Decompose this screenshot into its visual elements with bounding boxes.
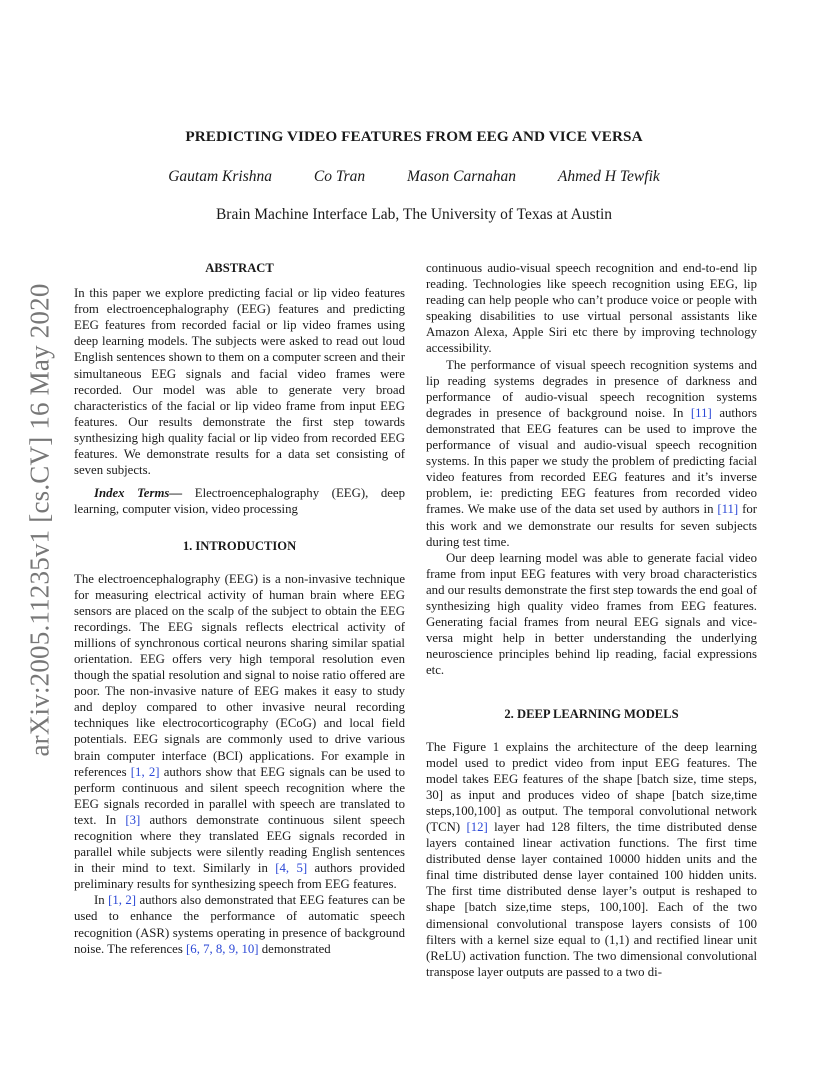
author-list (0, 168, 828, 186)
text-span: for this work and we demonstrate our results for seven subjects during test time. (426, 502, 757, 549)
author-name: Co Tran (313, 168, 366, 185)
text-span: demonstrated (258, 941, 331, 956)
index-terms (74, 485, 405, 517)
text-span: The Figure 1 explains the architecture of the deep learning model used to predict video from input EEG features. The model takes EEG features of the shape [batch size, time steps, 30] as input and produces video of shape [batch size,time steps,100,100] as output. The temporal convolutional network (TCN) (426, 739, 757, 834)
author-name: Gautam Krishna (168, 168, 273, 185)
citation-link[interactable]: [1, 2] (108, 893, 137, 908)
paper-title: PREDICTING VIDEO FEATURES FROM EEG AND VICE VERSA (185, 128, 643, 145)
citation-link[interactable]: [4, 5] (275, 861, 308, 876)
deep-learning-heading: 2. DEEP LEARNING MODELS (504, 707, 679, 722)
text-span: authors demonstrated that EEG features can be used to improve the performance of visual and audio-visual speech recognition systems. In this paper we study the problem of predicting facial video features from recorded EEG features and it’s inverse problem, ie: predicting EEG features from recorded video frames. We make use of the data set used by authors in (426, 405, 757, 517)
left-column (74, 260, 405, 957)
author-name: Mason Carnahan (407, 168, 516, 185)
deep-learning-paragraph (426, 739, 757, 980)
intro-paragraph-4: Our deep learning model was able to generate facial video frame from input EEG features with very broad characteristics and our results demonstrate the first step towards the end goal of synthesizing high quality video frames from EEG features. Generating facial frames from neural EEG signals and vice-versa might help in better understanding the underlying neuroscience principles behind lip reading, facial expressions etc. (426, 550, 757, 678)
citation-link[interactable]: [11] (717, 502, 739, 517)
text-span: authors provided preliminary results for synthesizing speech from EEG features. (74, 861, 406, 892)
author-name: Ahmed H Tewfik (557, 168, 660, 185)
text-span: The electroencephalography (EEG) is a non-invasive technique for measuring electrical activity of human brain where EEG sensors are placed on the scalp of the subject to obtain the EEG recordings. The EEG signals reflects electrical activity of millions of synchronous cortical neurons sharing similar spatial orientation. EEG offers very high temporal resolution even though the spatial resolution and signal to noise ratio offered are poor. The non-invasive nature of EEG makes it easy to study and deploy compared to other invasive neural recording techniques like electrocorticography (ECoG) and local field potentials. EEG signals are commonly used to drive various brain computer interface (BCI) applications. For example in references (74, 571, 405, 779)
intro-paragraph-continued: continuous audio-visual speech recognition and end-to-end lip reading. Technologies like speech recognition using EEG, lip reading can help people who can’t produce voice or people with speaking disabilities to use virtual personal assistants like Amazon Alexa, Apple Siri etc there by improving technology accessibility. (426, 261, 757, 356)
citation-link[interactable]: [1, 2] (130, 764, 160, 779)
index-terms-label: Index Terms— (94, 486, 183, 501)
text-span: In (94, 893, 109, 908)
abstract-text: In this paper we explore predicting facial or lip video features from electroencephalography (EEG) features and predicting EEG features from recorded facial or lip video frames using deep learning models. The subjects were asked to read out loud English sentences shown to them on a computer screen and their simultaneous EEG signals and facial video frames were recorded. Our model was able to generate very broad characteristics of the facial or lip video frame from input EEG features. Our results demonstrate the first step towards synthesizing high quality facial or lip video from recorded EEG features. We demonstrate results for a data set consisting of seven subjects. (74, 286, 405, 478)
text-span: authors show that EEG signals can be used to perform continuous and silent speech recognition where the EEG signals recorded in parallel with speech are translated to text. In (74, 764, 405, 827)
citation-link[interactable]: [6, 7, 8, 9, 10] (186, 941, 259, 956)
text-span: authors demonstrate continuous silent speech recognition where they translated EEG signals recorded in parallel while subjects were silently reading English sentences in their mind to text. Similarly in (74, 812, 405, 876)
text-span: authors also demonstrated that EEG features can be used to enhance the performance of automatic speech recognition (ASR) systems operating in presence of background noise. The references (74, 893, 406, 956)
intro-paragraph-1 (74, 571, 405, 893)
index-terms-text: Electroencephalography (EEG), deep learning, computer vision, video processing (74, 486, 406, 517)
introduction-heading: 1. INTRODUCTION (182, 539, 297, 554)
citation-link[interactable]: [12] (466, 820, 488, 834)
text-span: The performance of visual speech recognition systems and lip reading systems degrades in presence of darkness and performance of audio-visual speech recognition systems degrades in presence of background noise. In (426, 357, 757, 420)
arxiv-identifier (22, 270, 58, 770)
affiliation: Brain Machine Interface Lab, The University of Texas at Austin (215, 206, 613, 223)
abstract-heading: ABSTRACT (205, 261, 274, 275)
right-column (426, 260, 757, 980)
intro-paragraph-2 (74, 892, 405, 956)
citation-link[interactable]: [3] (125, 812, 141, 827)
citation-link[interactable]: [11] (690, 405, 712, 420)
arxiv-identifier-text: arXiv:2005.11235v1 [cs.CV] 16 May 2020 (24, 283, 55, 757)
intro-paragraph-3 (426, 357, 757, 550)
text-span: layer had 128 filters, the time distributed dense layers contained linear activation functions. The first time distributed dense layer contained 10000 hidden units and the final time distributed dense layer contained 100 hidden units. The first time distributed dense layer’s output is reshaped to shape [batch size,time steps, 100,100]. Each of the two dimensional convolutional transpose layers consists of 100 filters with a kernel size equal to (1,1) and rectified linear unit (ReLU) activation function. The two dimensional convolutional transpose layer outputs are passed to a two di- (426, 820, 757, 979)
